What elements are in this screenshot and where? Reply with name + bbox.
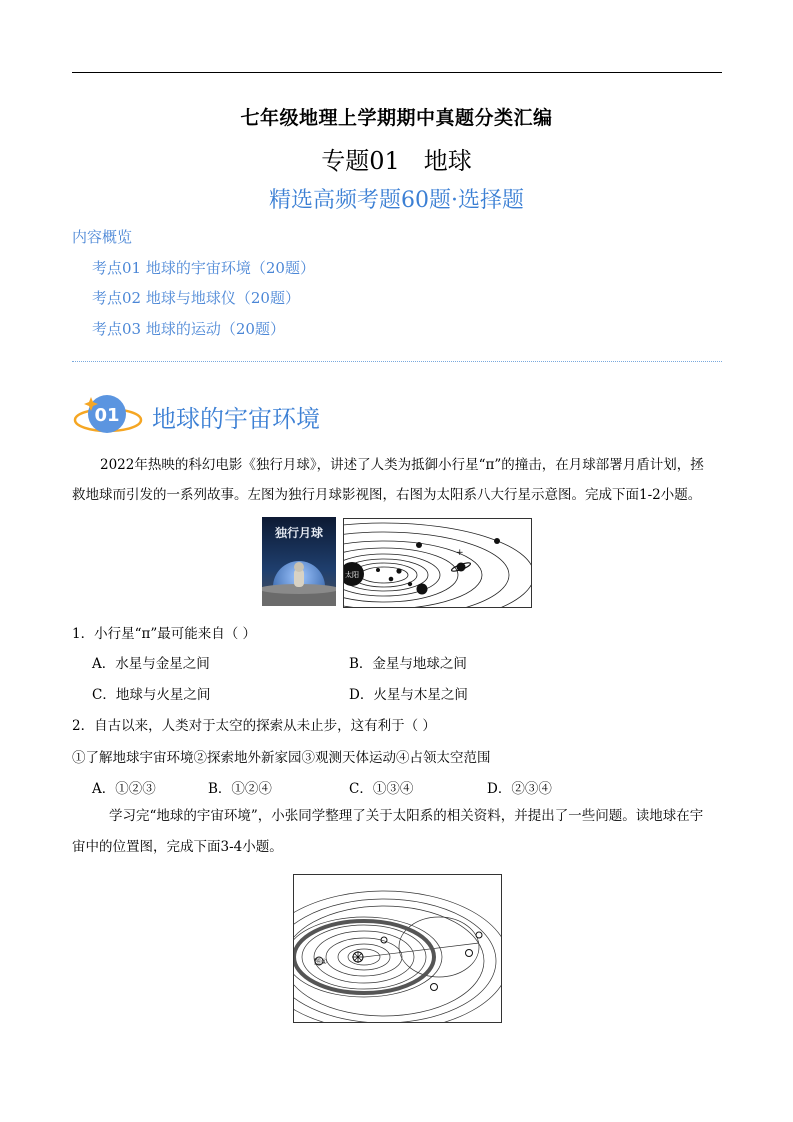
- passage-line: 学习完“地球的宇宙环境”，小张同学整理了关于太阳系的相关资料，并提出了一些问题。读地球在宇: [109, 808, 704, 824]
- solar-system-diagram: [343, 518, 532, 608]
- movie-poster-image: [262, 517, 336, 606]
- sun-label: 太阳: [345, 571, 359, 579]
- doc-heading: 精选高频考题60题·选择题: [269, 188, 524, 213]
- answer-option: C．地球与火星之间: [92, 687, 211, 703]
- passage-line: 宙中的位置图，完成下面3-4小题。: [72, 839, 283, 855]
- header-rule: [72, 72, 722, 73]
- doc-title: 七年级地理上学期期中真题分类汇编: [240, 107, 553, 129]
- diagram-label: 图①: [314, 958, 328, 966]
- question-stem: 1．小行星“π”最可能来自（ ）: [72, 626, 257, 642]
- passage-line: 救地球而引发的一系列故事。左图为独行月球影视图，右图为太阳系八大行星示意图。完成下面1-2小题。: [72, 487, 702, 503]
- universe-position-diagram: [293, 874, 502, 1023]
- answer-option: B．金星与地球之间: [349, 656, 467, 672]
- answer-option: D．火星与木星之间: [349, 687, 468, 703]
- section-divider: [72, 361, 722, 362]
- overview-item: 考点03 地球的运动（20题）: [92, 320, 285, 338]
- overview-heading: 内容概览: [72, 228, 133, 246]
- answer-option: D．②③④: [487, 781, 552, 797]
- svg-text:+: +: [456, 548, 464, 558]
- section-badge-number: 01: [94, 405, 120, 426]
- poster-title: 独行月球: [274, 526, 324, 540]
- answer-option: B．①②④: [208, 781, 272, 797]
- question-stem: 2．自古以来，人类对于太空的探索从未止步，这有利于（ ）: [72, 718, 436, 734]
- answer-option: C．①③④: [349, 781, 414, 797]
- section-title: 地球的宇宙环境: [152, 405, 320, 433]
- section-badge: [72, 392, 152, 440]
- doc-subtitle: 专题01 地球: [321, 147, 472, 175]
- question-statements: ①了解地球宇宙环境②探索地外新家园③观测天体运动④占领太空范围: [72, 750, 491, 766]
- answer-option: A．水星与金星之间: [92, 656, 210, 672]
- answer-option: A．①②③: [92, 781, 156, 797]
- passage-line: 2022年热映的科幻电影《独行月球》，讲述了人类为抵御小行星“π”的撞击，在月球部署月盾计划，拯: [100, 457, 704, 473]
- overview-item: 考点01 地球的宇宙环境（20题）: [92, 259, 315, 277]
- overview-item: 考点02 地球与地球仪（20题）: [92, 289, 300, 307]
